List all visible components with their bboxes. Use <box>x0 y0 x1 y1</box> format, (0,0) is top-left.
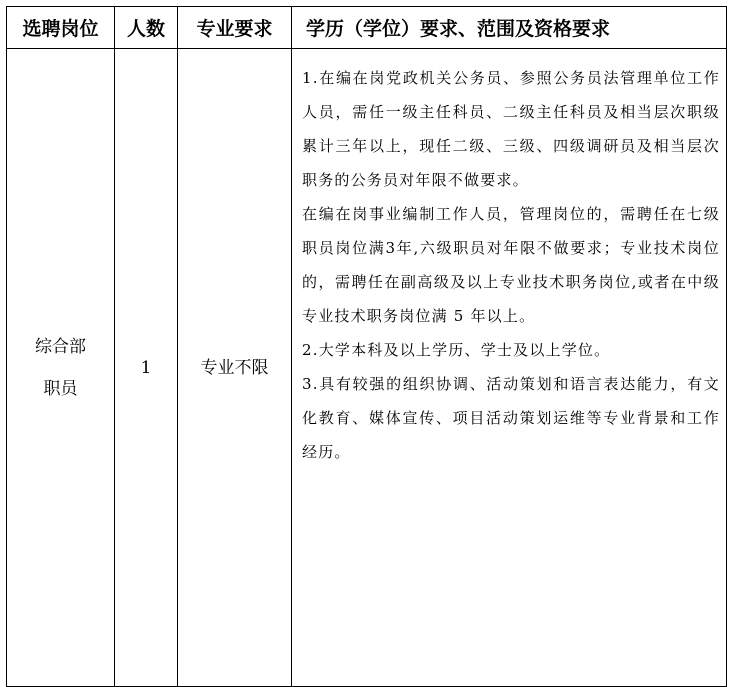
table-header-row <box>7 7 727 49</box>
position-line-1: 综合部 <box>35 336 86 357</box>
requirement-paragraph-4: 3.具有较强的组织协调、活动策划和语言表达能力，有文化教育、媒体宣传、项目活动策划运维等专业背景和工作经历。 <box>302 375 720 461</box>
table-row <box>7 49 727 687</box>
header-major: 专业要求 <box>178 7 292 49</box>
requirement-paragraph-2: 在编在岗事业编制工作人员，管理岗位的，需聘任在七级职员岗位满3年,六级职员对年限不做要求；专业技术岗位的，需聘任在副高级及以上专业技术职务岗位,或者在中级专业技术职务岗位满 5 年以上。 <box>302 205 720 325</box>
cell-major: 专业不限 <box>178 49 292 687</box>
header-requirements: 学历（学位）要求、范围及资格要求 <box>292 7 727 49</box>
header-position: 选聘岗位 <box>7 7 115 49</box>
header-count: 人数 <box>115 7 178 49</box>
cell-position <box>7 49 115 687</box>
cell-count: 1 <box>115 49 178 687</box>
cell-requirements <box>292 49 727 687</box>
requirement-paragraph-3: 2.大学本科及以上学历、学士及以上学位。 <box>302 341 611 359</box>
recruitment-table <box>6 6 727 687</box>
position-line-2: 职员 <box>43 378 78 399</box>
requirement-paragraph-1: 1.在编在岗党政机关公务员、参照公务员法管理单位工作人员，需任一级主任科员、二级主任科员及相当层次职级累计三年以上，现任二级、三级、四级调研员及相当层次职务的公务员对年限不做要求。 <box>302 69 720 189</box>
